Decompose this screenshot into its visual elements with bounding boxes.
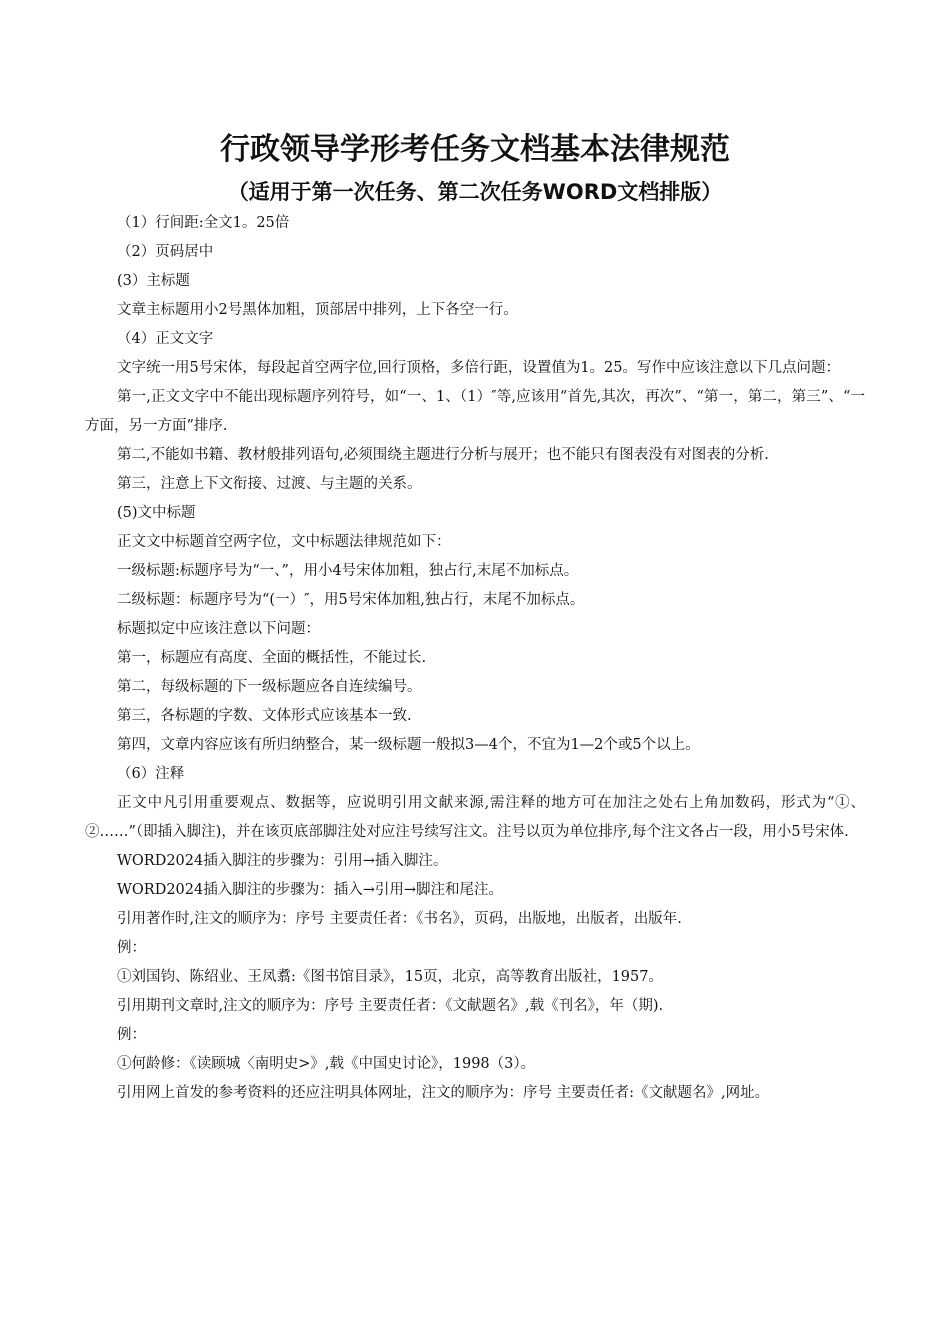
paragraph-body-text-heading: （4）正文文字 <box>117 331 214 347</box>
paragraph-line-spacing: （1）行间距:全文1。25倍 <box>117 215 290 231</box>
document-title: 行政领导学形考任务文档基本法律规范 <box>220 132 730 167</box>
paragraph-example-label-1: 例： <box>117 940 146 956</box>
paragraph-level1-heading: 一级标题:标题序号为“一、”，用小4号宋体加粗，独占行,末尾不加标点。 <box>117 563 579 579</box>
paragraph-heading-note-third: 第三，各标题的字数、文体形式应该基本一致. <box>117 708 412 724</box>
paragraph-cite-journal: 引用期刊文章时,注文的顺序为：序号 主要责任者：《文献题名》,载《刊名》，年（期). <box>117 998 664 1014</box>
paragraph-annotation-rule: 正文中凡引用重要观点、数据等，应说明引用文献来源,需注释的地方可在加注之处右上角加数码，形式为“①、②……”（即插入脚注)，并在该页底部脚注处对应注号续写注文。注号以页为单位排序,每个注文各占一段，用小5号宋体. <box>85 795 865 840</box>
document-body <box>85 209 865 1108</box>
paragraph-rule-second: 第二,不能如书籍、教材般排列语句,必须围绕主题进行分析与展开；也不能只有图表没有对图表的分析. <box>117 447 769 463</box>
paragraph-heading-section: (5)文中标题 <box>117 505 196 521</box>
paragraph-rule-third: 第三，注意上下文衔接、过渡、与主题的关系。 <box>117 476 422 492</box>
paragraph-footnote-steps-1: WORD2024插入脚注的步骤为：引用→插入脚注。 <box>117 853 448 869</box>
paragraph-example-journal: ①何龄修：《读顾城〈南明史>》,载《中国史讨论》，1998（3）。 <box>117 1056 536 1072</box>
paragraph-rule-first: 第一,正文文字中不能出现标题序列符号，如“一、1、（1）″等,应该用“首先,其次，再次”、“第一，第二，第三”、“一方面，另一方面”排序. <box>85 389 865 434</box>
paragraph-level2-heading: 二级标题：标题序号为“(一）″，用5号宋体加粗,独占行，末尾不加标点。 <box>117 592 585 608</box>
document-subtitle: （适用于第一次任务、第二次任务WORD文档排版） <box>227 180 723 204</box>
paragraph-example-book: ①刘国钧、陈绍业、王凤翥:《图书馆目录》，15页，北京，高等教育出版社，1957。 <box>117 969 663 985</box>
paragraph-annotation-heading: （6）注释 <box>117 766 185 782</box>
paragraph-heading-note-first: 第一，标题应有高度、全面的概括性，不能过长. <box>117 650 427 666</box>
paragraph-main-title-rule: 文章主标题用小2号黑体加粗，顶部居中排列，上下各空一行。 <box>117 302 518 318</box>
paragraph-heading-intro: 正文文中标题首空两字位，文中标题法律规范如下： <box>117 534 451 550</box>
paragraph-body-text-rule: 文字统一用5号宋体，每段起首空两字位,回行顶格，多倍行距，设置值为1。25。写作中应该注意以下几点问题： <box>117 360 841 376</box>
paragraph-page-number: （2）页码居中 <box>117 244 214 260</box>
paragraph-main-title-heading: (3）主标题 <box>117 273 190 289</box>
paragraph-heading-note-fourth: 第四，文章内容应该有所归纳整合，某一级标题一般拟3—4个，不宜为1—2个或5个以上。 <box>117 737 700 753</box>
paragraph-example-label-2: 例： <box>117 1027 146 1043</box>
paragraph-cite-web: 引用网上首发的参考资料的还应注明具体网址，注文的顺序为：序号 主要责任者:《文献题名》,网址。 <box>117 1085 770 1101</box>
paragraph-heading-note-second: 第二，每级标题的下一级标题应各自连续编号。 <box>117 679 422 695</box>
paragraph-heading-notes: 标题拟定中应该注意以下问题： <box>117 621 320 637</box>
paragraph-cite-book: 引用著作时,注文的顺序为：序号 主要责任者：《书名》，页码，出版地，出版者，出版年. <box>117 911 682 927</box>
paragraph-footnote-steps-2: WORD2024插入脚注的步骤为：插入→引用→脚注和尾注。 <box>117 882 504 898</box>
